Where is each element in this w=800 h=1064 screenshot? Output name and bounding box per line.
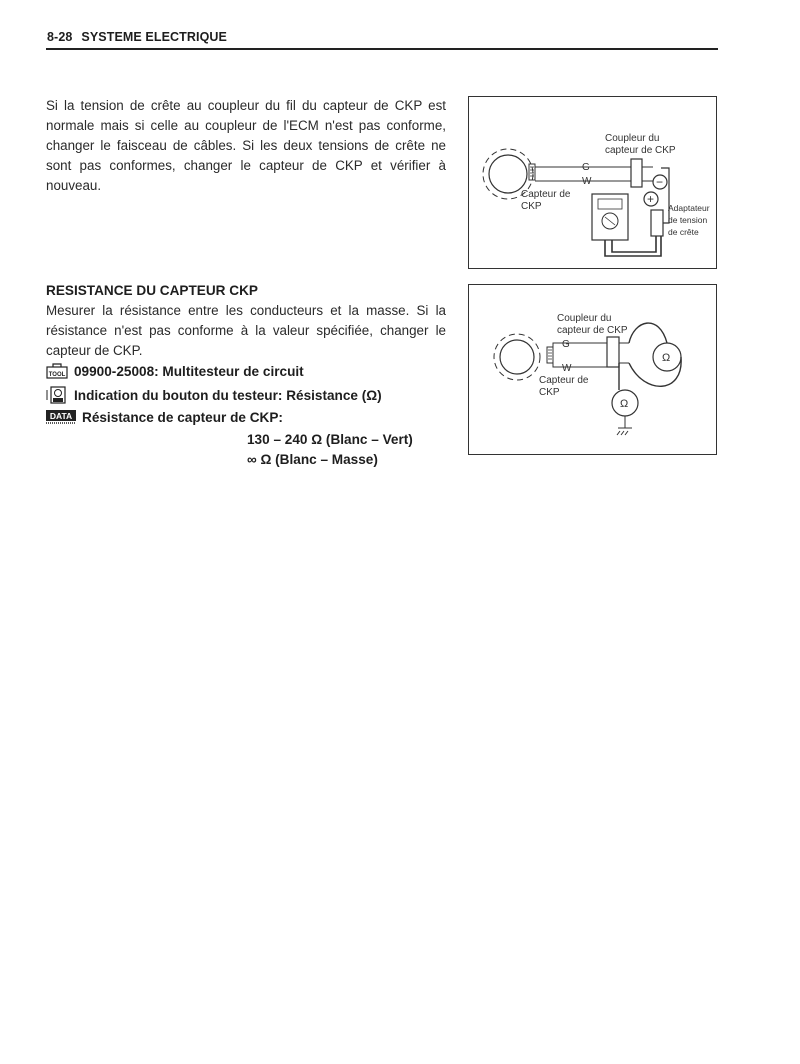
ckp-coupler — [631, 159, 642, 187]
spec-value-1: 130 – 240 Ω (Blanc – Vert) — [247, 432, 413, 447]
sensor-label-line2: CKP — [521, 201, 542, 212]
knob-spec — [46, 386, 382, 407]
data-icon — [46, 410, 76, 427]
peak-voltage-adapter — [651, 210, 663, 236]
ckp-coupler — [607, 337, 619, 367]
sensor-label-line1: Capteur de — [521, 189, 571, 200]
wire-g-label: G — [582, 162, 590, 173]
wire-g-label: G — [562, 339, 570, 350]
adapter-label-line3: de crête — [668, 227, 699, 237]
page-number: 8-28 — [47, 30, 73, 44]
tester-knob-icon — [46, 386, 68, 407]
resistance-paragraph: Mesurer la résistance entre les conducteurs et la masse. Si la résistance n'est pas conforme à la valeur spécifiée, changer le capteur de CKP. — [46, 303, 446, 358]
adapter-label-line2: de tension — [668, 215, 708, 225]
rotor-ring — [500, 340, 534, 374]
section-title: SYSTEME ELECTRIQUE — [81, 30, 227, 44]
svg-text:Ω: Ω — [662, 352, 671, 364]
rotor-teeth — [494, 334, 540, 380]
data-spec — [46, 410, 283, 427]
rotor-ring — [489, 155, 527, 193]
tool-text: 09900-25008: Multitesteur de circuit — [74, 364, 304, 380]
knob-text: Indication du bouton du testeur: Résistance (Ω) — [74, 388, 382, 404]
tool-icon — [46, 363, 68, 382]
coupler-label-line1: Coupleur du — [605, 133, 660, 144]
svg-text:TOOL: TOOL — [48, 372, 66, 378]
pickup-coil — [529, 164, 535, 180]
wire-w-label: W — [582, 176, 592, 187]
sensor-label-line1: Capteur de — [539, 375, 589, 386]
multimeter — [592, 194, 628, 240]
resistance-figure — [468, 284, 717, 455]
page-header — [47, 30, 227, 44]
resistance-section-title: RESISTANCE DU CAPTEUR CKP — [46, 283, 258, 298]
intro-paragraph: Si la tension de crête au coupleur du fil du capteur de CKP est normale mais si celle au coupleur de l'ECM n'est pas conforme, changer le faisceau de câbles. Si les deux tensions de crête ne sont pas conformes, changer le capteur de CKP et vérifier à nouveau. — [46, 98, 446, 193]
svg-text:−: − — [656, 175, 664, 189]
svg-text:DATA: DATA — [49, 411, 73, 421]
sensor-label-line2: CKP — [539, 387, 560, 398]
svg-text:+: + — [647, 192, 655, 206]
svg-text:Ω: Ω — [620, 398, 629, 410]
peak-voltage-figure — [468, 96, 717, 269]
wire-w-label: W — [562, 363, 572, 374]
spec-value-2: ∞ Ω (Blanc – Masse) — [247, 452, 378, 467]
adapter-label-line1: Adaptateur — [668, 203, 710, 213]
ground-icon — [617, 428, 632, 435]
tool-spec — [46, 363, 304, 382]
coupler-label-line2: capteur de CKP — [605, 145, 676, 156]
coupler-label-line2: capteur de CKP — [557, 325, 628, 336]
coupler-label-line1: Coupleur du — [557, 313, 612, 324]
spec-label: Résistance de capteur de CKP: — [82, 410, 283, 426]
header-rule — [46, 48, 718, 50]
pickup-coil — [547, 347, 553, 363]
